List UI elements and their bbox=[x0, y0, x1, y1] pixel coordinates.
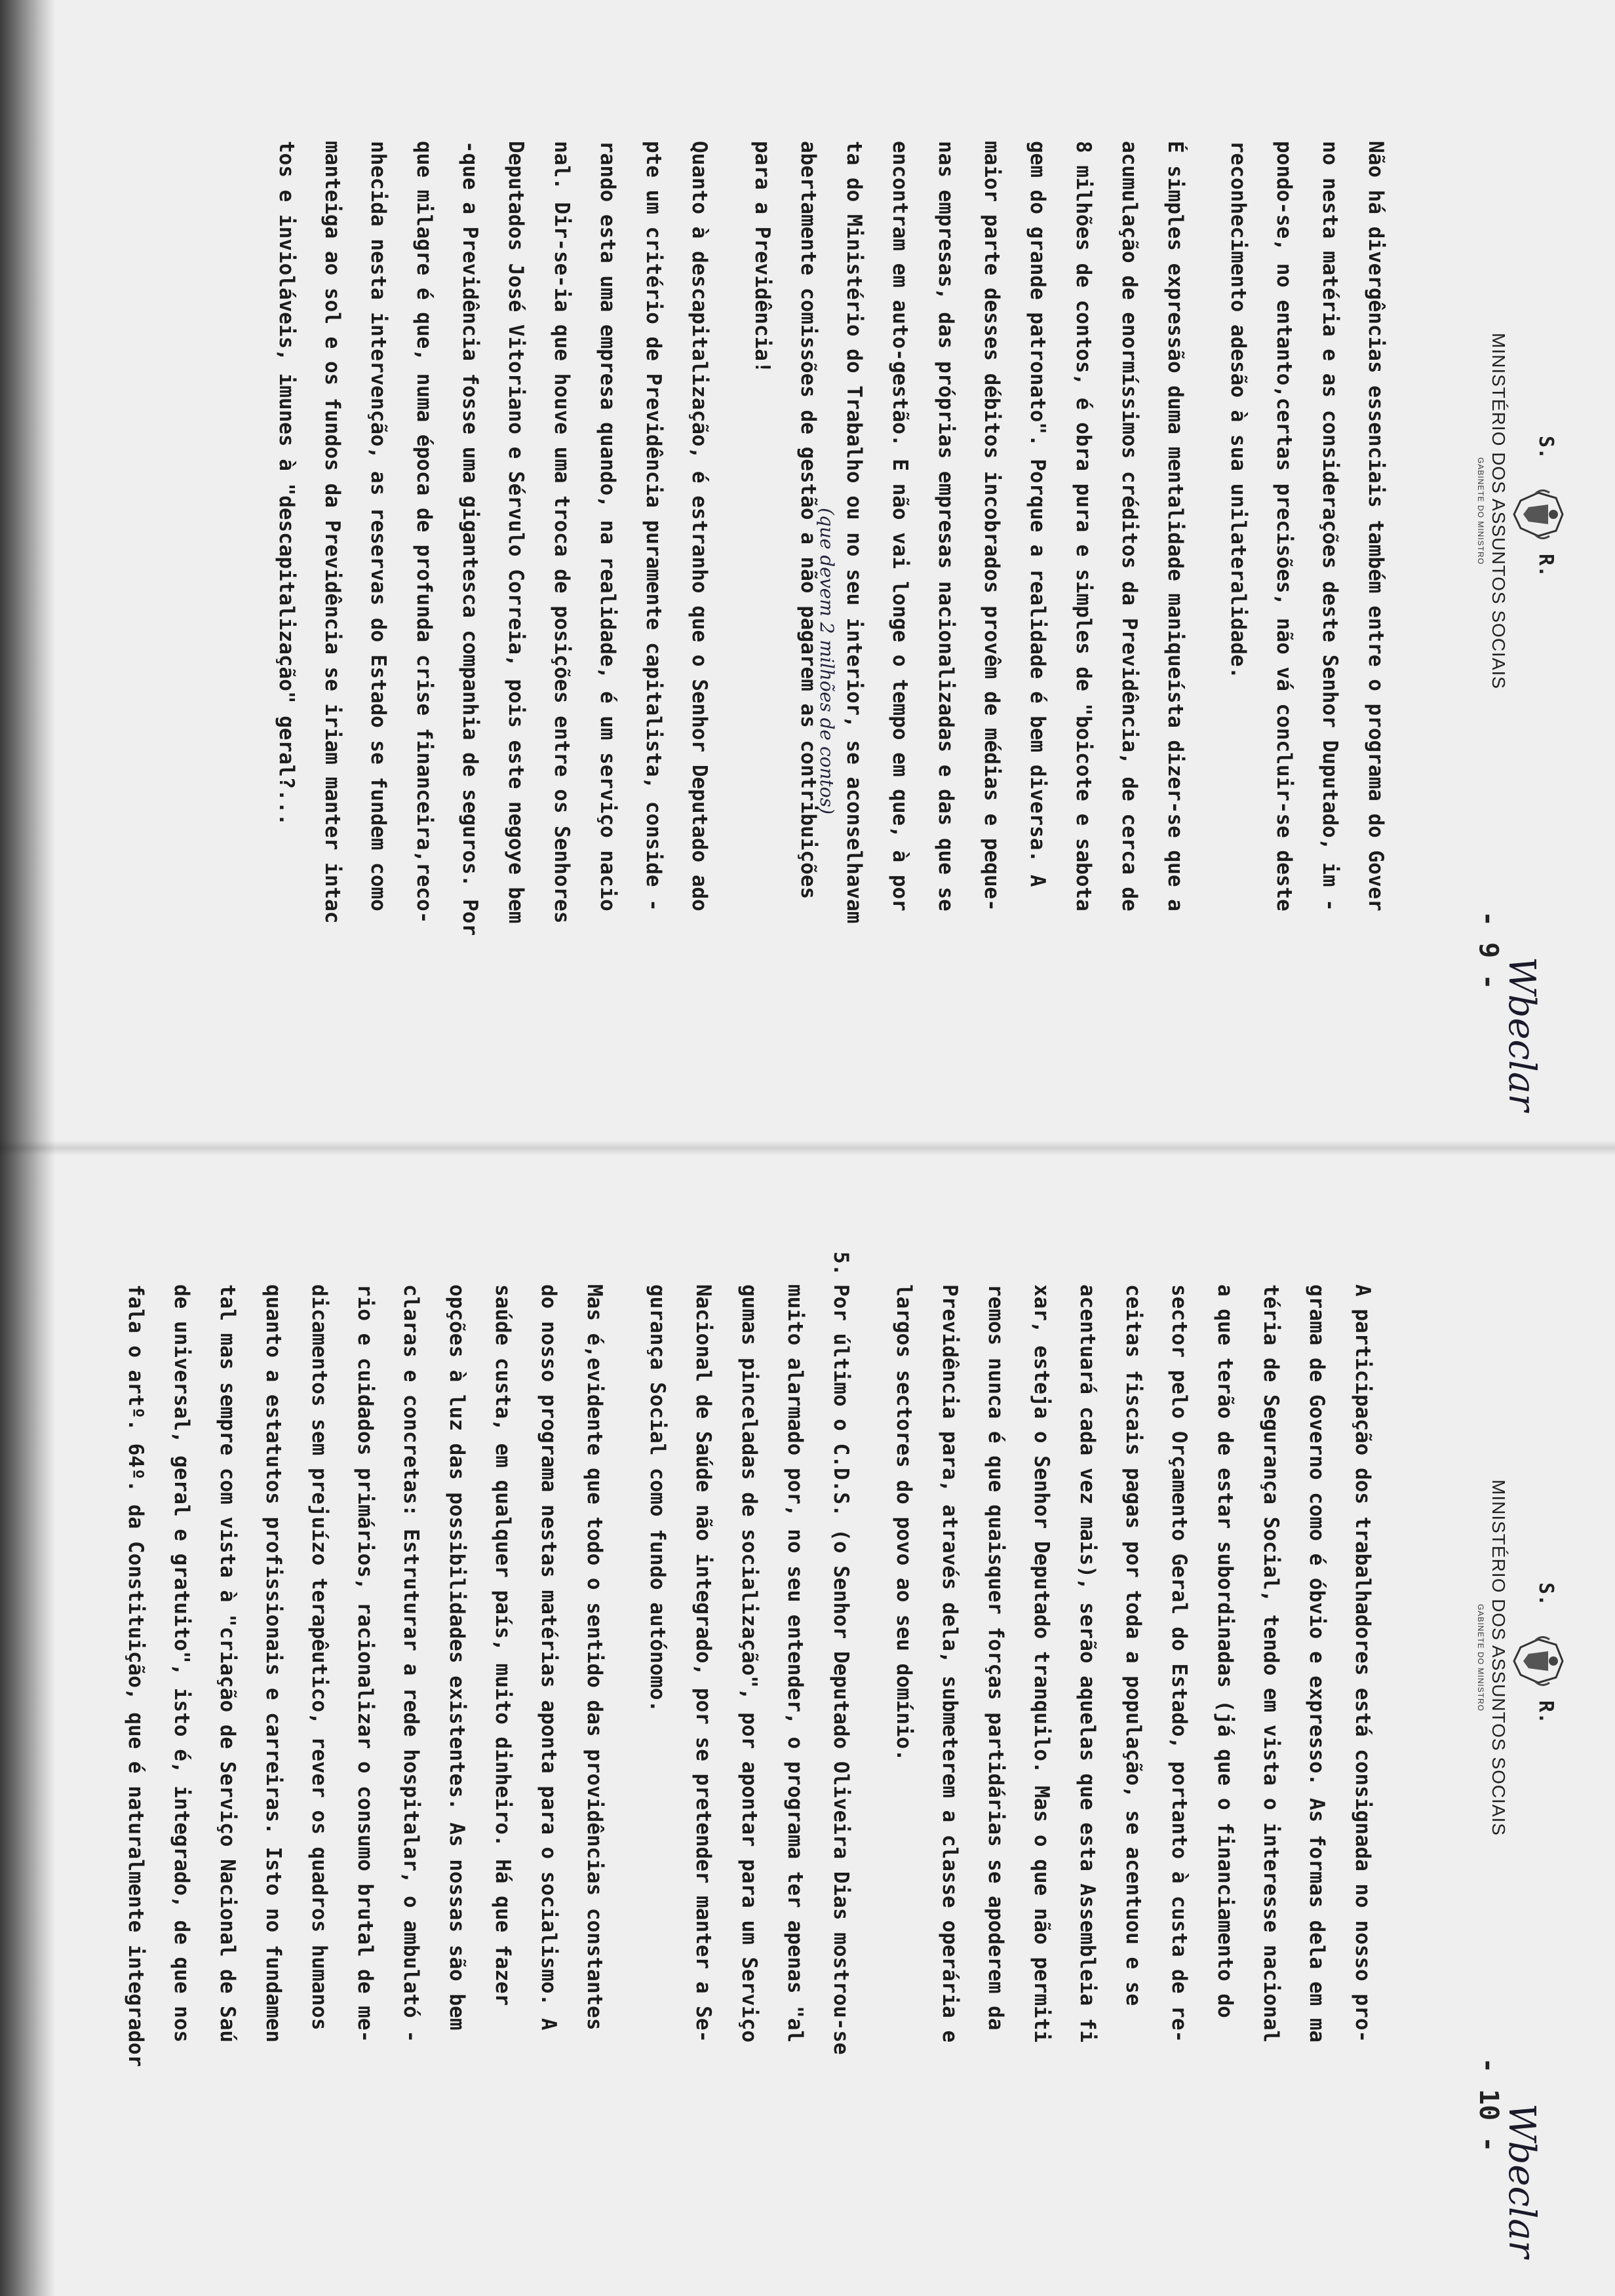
header-s: S. bbox=[1534, 436, 1557, 460]
text-line: Por último o C.D.S. (o Senhor Deputado Oliveira Dias mostrou-se bbox=[829, 1284, 853, 2055]
text-line: tal mas sempre com vista à "criação de Serviço Nacional de Saú bbox=[216, 1284, 239, 2043]
text-line: Deputados José Vitoriano e Sérvulo Correia, pois este negoye bem bbox=[504, 141, 528, 924]
text-line: ta do Ministério do Trabalho ou no seu interior, se aconselhavam bbox=[842, 141, 866, 924]
text-line: de universal, geral e gratuito", isto é, integrado, de que nos bbox=[170, 1284, 193, 2043]
page-body bbox=[113, 1252, 1386, 2182]
handwritten-annotation: (que devem 2 milhões de contos) bbox=[816, 508, 838, 814]
text-line: opções à luz das possibilidades existentes. As nossas são bem bbox=[445, 1284, 469, 2031]
text-line: largos sectores do povo ao seu domínio. bbox=[892, 1284, 916, 1761]
page-header bbox=[1379, 1147, 1615, 2293]
text-line: do nosso programa nestas matérias aponta para o socialismo. A bbox=[537, 1284, 560, 2031]
paragraph-1 bbox=[881, 1284, 1386, 2182]
text-line: no nesta matéria e as considerações deste Senhor Duputado, im - bbox=[1318, 141, 1342, 911]
text-line: Não há divergências essenciais também entre o programa do Gover bbox=[1364, 141, 1388, 911]
text-line: dicamentos sem prejuízo terapêutico, rever os quadros humanos bbox=[307, 1284, 331, 2031]
text-line: ceitas fiscais pagas por toda a população, se acentuou e se bbox=[1121, 1284, 1145, 2006]
page-10 bbox=[0, 1147, 1615, 2293]
gabinete-label: GABINETE DO MINISTRO bbox=[1476, 457, 1485, 565]
header-s: S. bbox=[1534, 1582, 1557, 1607]
text-line: A participação dos trabalhadores está consignada no nosso pro- bbox=[1351, 1284, 1374, 2043]
text-line: para a Previdência! bbox=[750, 141, 774, 373]
text-line: Nacional de Saúde não integrado, por se pretender manter a Se- bbox=[691, 1284, 715, 2043]
paragraph-3 bbox=[113, 1284, 617, 2182]
text-line: claras e concretas: Estruturar a rede hospitalar, o ambulató - bbox=[399, 1284, 423, 2043]
section-number: 5. bbox=[829, 1252, 853, 1276]
text-line: abertamente comissões de gestão a não pagarem as contribuições bbox=[796, 141, 820, 900]
text-line: sector pelo Orçamento Geral do Estado, portanto à custa de re- bbox=[1167, 1284, 1191, 2043]
text-line: pondo-se, no entanto,certas precisões, não vá concluir-se deste bbox=[1272, 141, 1296, 911]
text-line: manteiga ao sol e os fundos da Previdência se iriam manter intac bbox=[321, 141, 344, 924]
header-r: R. bbox=[1534, 554, 1557, 578]
text-line: pte um critério de Previdência puramente capitalista, conside - bbox=[642, 141, 665, 911]
ministry-name: MINISTÉRIO DOS ASSUNTOS SOCIAIS bbox=[1489, 333, 1509, 689]
text-line: grama de Governo como é óbvio e expresso. As formas dela em ma bbox=[1305, 1284, 1329, 2043]
text-line: nas empresas, das próprias empresas nacionalizadas e das que se bbox=[934, 141, 958, 911]
paragraph-3 bbox=[263, 141, 722, 1039]
gabinete-label: GABINETE DO MINISTRO bbox=[1476, 1603, 1485, 1712]
text-line: que milagre é que, numa época de profunda crise financeira,reco- bbox=[412, 141, 436, 924]
text-line: téria de Segurança Social, tendo em vista o interesse nacional bbox=[1259, 1284, 1283, 2043]
text-line: nhecida nesta intervenção, as reservas do Estado se fundem como bbox=[366, 141, 390, 911]
text-line: -que a Previdência fosse uma gigantesca companhia de seguros. Por bbox=[458, 141, 482, 936]
handwritten-signature: Wbeclar bbox=[1500, 2103, 1543, 2258]
paragraph-2 bbox=[634, 1252, 864, 2182]
page-header bbox=[1379, 0, 1615, 1147]
header-r: R. bbox=[1534, 1700, 1557, 1725]
text-line: Previdência para, através dela, submeterem a classe operária e bbox=[938, 1284, 962, 2043]
text-line: Mas é,evidente que todo o sentido das providências constantes bbox=[583, 1284, 606, 2031]
text-line: rando esta uma empresa quando, na realidade, é um serviço nacio bbox=[596, 141, 619, 911]
ministry-name: MINISTÉRIO DOS ASSUNTOS SOCIAIS bbox=[1489, 1480, 1509, 1836]
text-line: fala o artº. 64º. da Constituição, que é naturalmente integrador bbox=[124, 1284, 147, 2067]
text-line: É simples expressão duma mentalidade maniqueísta dizer-se que a bbox=[1163, 141, 1187, 911]
text-line: saúde custa, em qualquer país, muito dinheiro. Há que fazer bbox=[491, 1284, 515, 2006]
text-line: nal. Dir-se-ia que houve uma troca de posições entre os Senhores bbox=[550, 141, 574, 924]
page-body bbox=[263, 141, 1399, 1039]
coat-of-arms-icon bbox=[1509, 485, 1568, 544]
text-line: acumulação de enormíssimos créditos da Previdência, de cerca de bbox=[1118, 141, 1141, 911]
page-9 bbox=[0, 0, 1615, 1147]
text-line: gumas pinceladas de socialização", por apontar para um Serviço bbox=[737, 1284, 761, 2043]
text-line: gurança Social como fundo autónomo. bbox=[646, 1284, 669, 1713]
text-line: maior parte desses débitos incobrados provêm de médias e peque- bbox=[980, 141, 1003, 911]
text-line: reconhecimento adesão à sua unilateralidade. bbox=[1226, 141, 1250, 679]
text-line: rio e cuidados primários, racionalizar o consumo brutal de me- bbox=[353, 1284, 377, 2043]
text-line: encontram em auto-gestão. E não vai longe o tempo em que, à por bbox=[888, 141, 912, 911]
text-line: a que terão de estar subordinadas (já que o financiamento do bbox=[1213, 1284, 1237, 2018]
page-number: - 10 - bbox=[1473, 2057, 1504, 2152]
text-line: gem do grande patronato". Porque a realidade é bem diversa. A bbox=[1026, 141, 1049, 887]
text-line: acentuará cada vez mais), serão aquelas que esta Assembleia fi bbox=[1076, 1284, 1099, 2043]
text-line: tos e invioláveis, imunes à "descapitalização" geral?... bbox=[275, 141, 298, 826]
text-line: Quanto à descapitalização, é estranho que o Senhor Deputado ado bbox=[688, 141, 711, 911]
page-number: - 9 - bbox=[1473, 911, 1504, 990]
coat-of-arms-icon bbox=[1509, 1632, 1568, 1691]
handwritten-signature: Wbeclar bbox=[1500, 957, 1543, 1111]
text-line: muito alarmado por, no seu entender, o programa ter apenas "al bbox=[783, 1284, 807, 2043]
text-line: quanto a estatutos profissionais e carreiras. Isto no fundamen bbox=[262, 1284, 285, 2043]
text-line: xar, esteja o Senhor Deputado tranquilo. Mas o que não permiti bbox=[1030, 1284, 1053, 2043]
text-line: 8 milhões de contos, é obra pura e simples de "boicote e sabota bbox=[1072, 141, 1095, 911]
paragraph-1 bbox=[1215, 141, 1399, 1039]
text-line: remos nunca é que quaisquer forças partidárias se apoderem da bbox=[984, 1284, 1007, 2031]
